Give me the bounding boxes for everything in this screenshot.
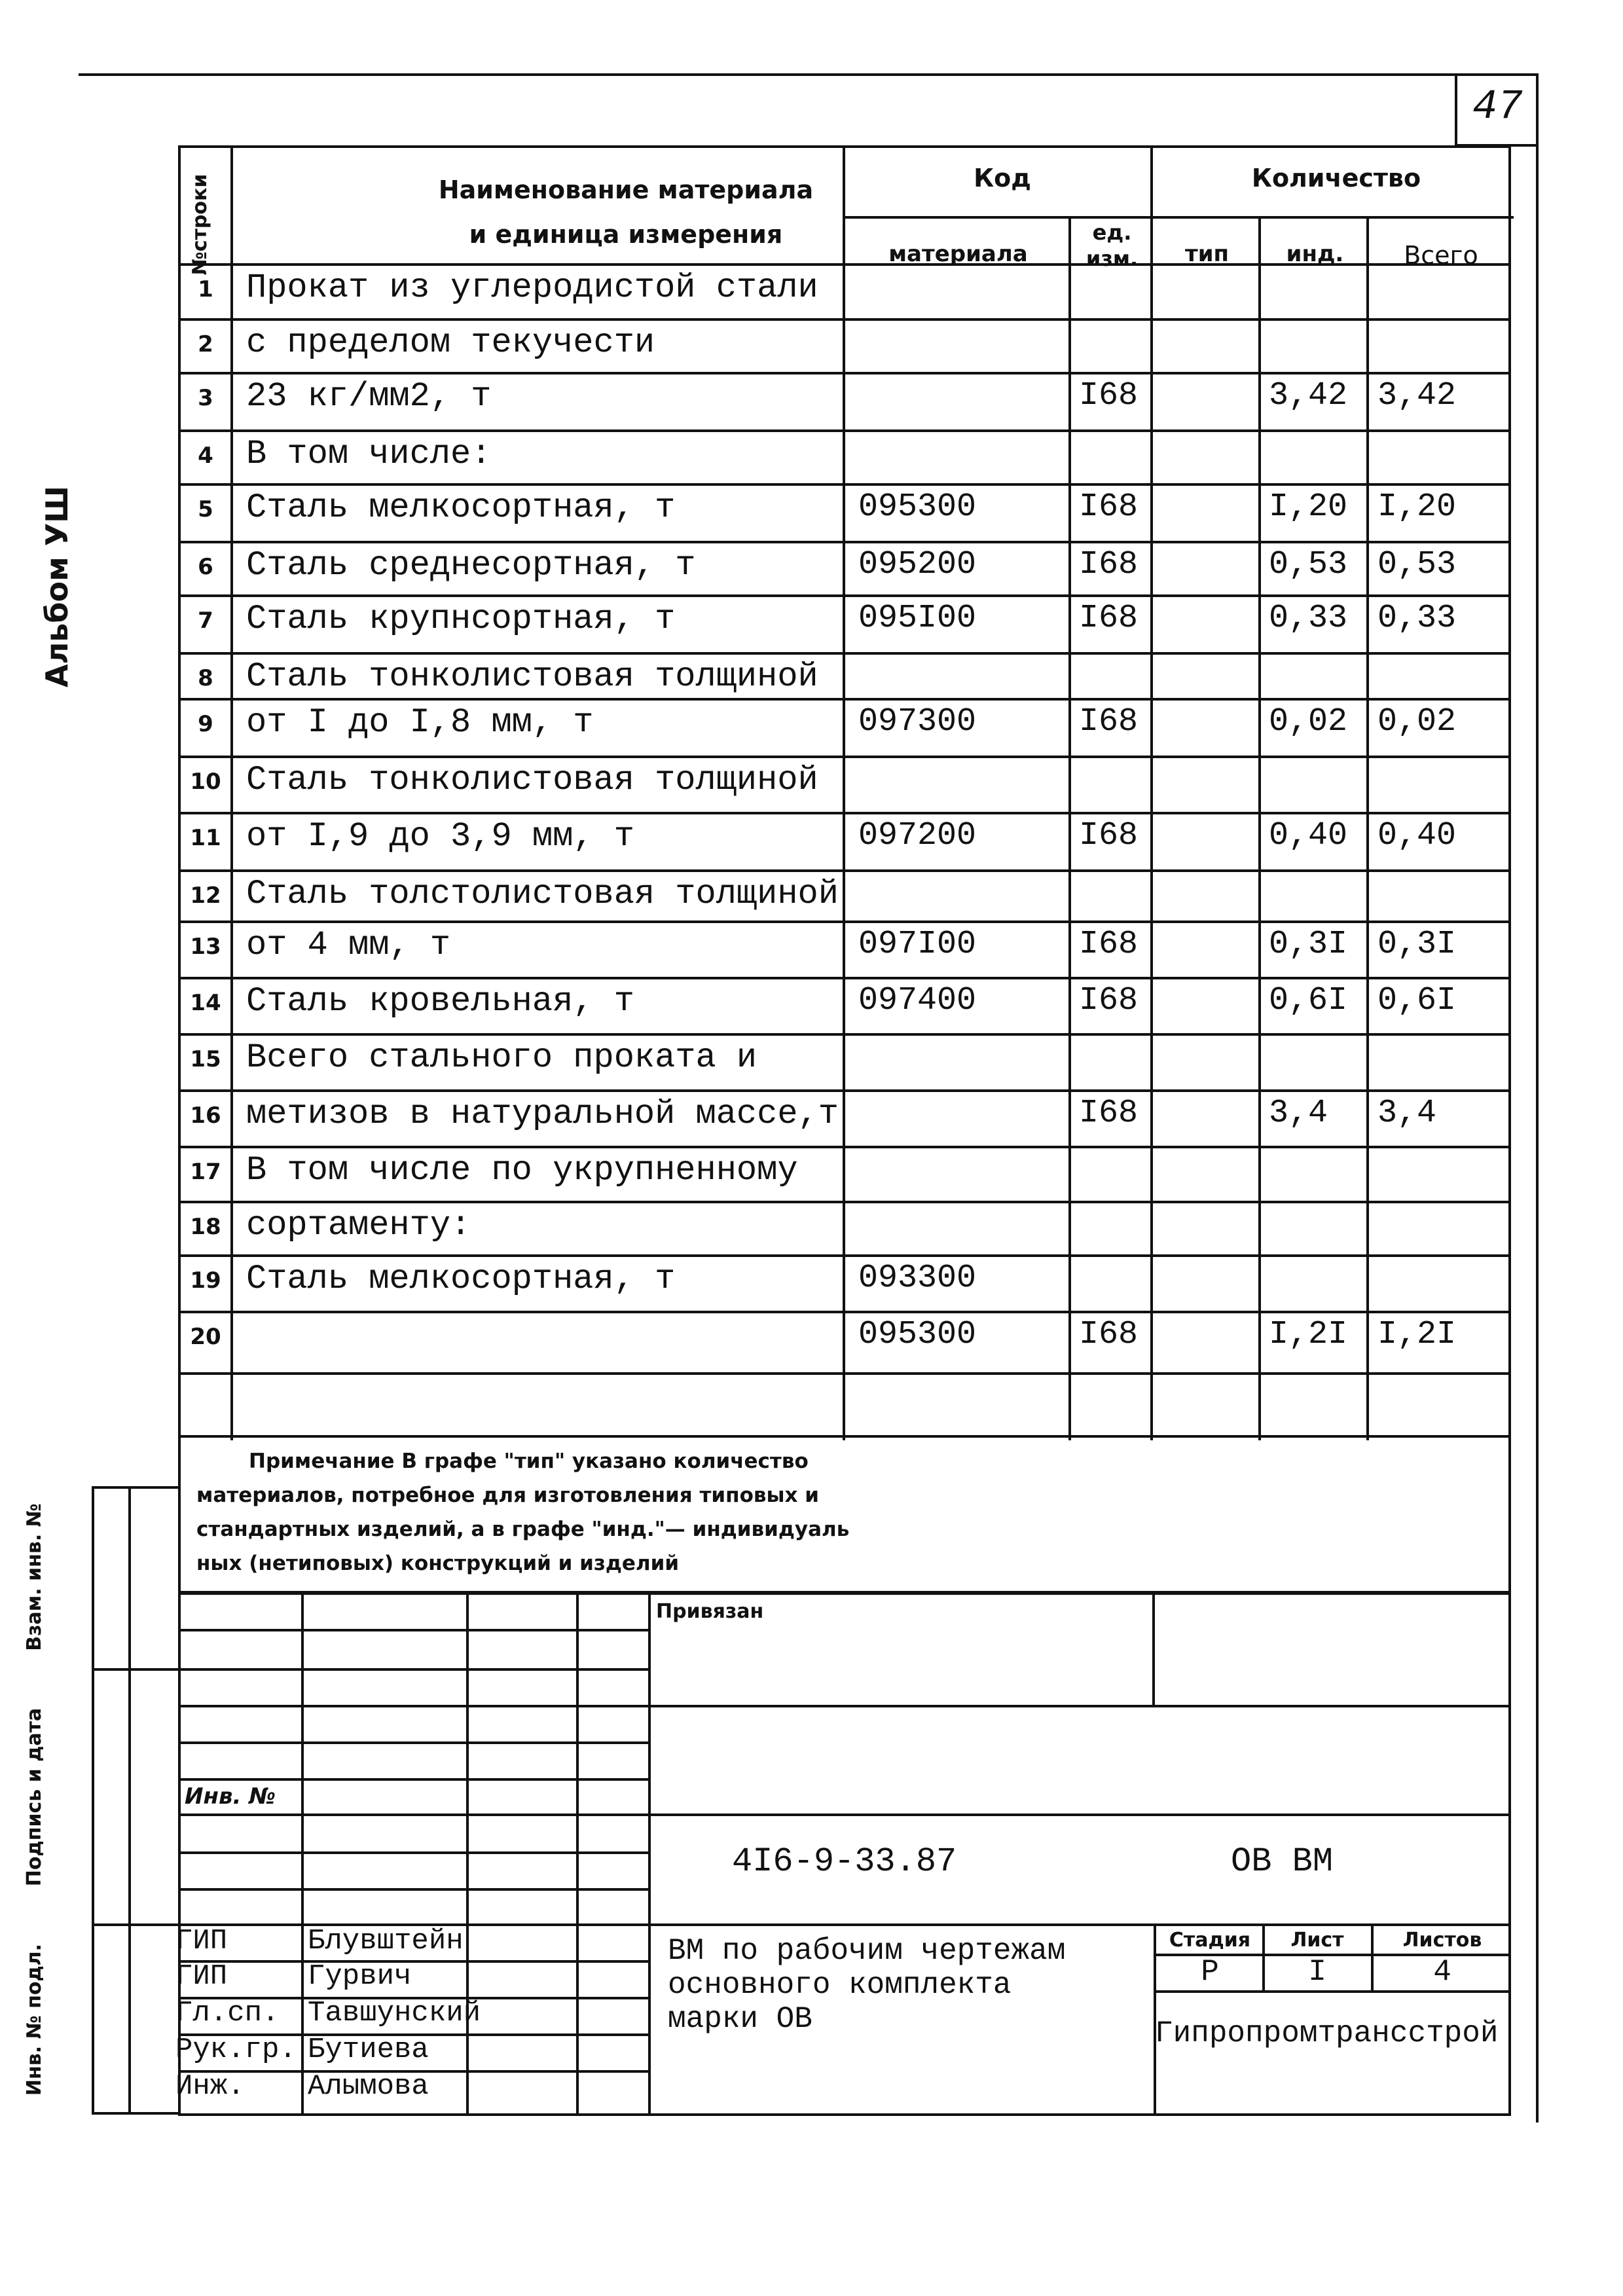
- stamp-col-3: [576, 1592, 579, 2116]
- signer-name: Бутиева: [308, 2033, 429, 2066]
- signer-name: Блувштейн: [308, 1925, 464, 1958]
- ind-quantity: I,20: [1269, 488, 1348, 526]
- stamp-stage-col-2: [1371, 1923, 1374, 1992]
- unit-code: I68: [1079, 1095, 1139, 1132]
- material-name: Сталь тонколистовая толщиной: [246, 657, 818, 696]
- note-line3: стандартных изделий, а в графе "инд."— индивидуаль: [196, 1518, 850, 1541]
- header-name-line2: и единица измерения: [469, 220, 783, 249]
- unit-code: I68: [1079, 982, 1139, 1019]
- materials-table: [178, 145, 1511, 1438]
- stamp-row-5: [178, 1778, 649, 1781]
- material-name: Сталь мелкосортная, т: [246, 1260, 676, 1298]
- ind-quantity: 0,53: [1269, 546, 1348, 583]
- row-number: 20: [190, 1324, 221, 1350]
- material-code: 095200: [858, 546, 977, 583]
- material-name: Всего стального проката и: [246, 1038, 757, 1077]
- stamp-col-2: [466, 1592, 469, 2116]
- row-number: 13: [190, 934, 221, 960]
- organization: Гипропромтрансстрой: [1155, 2016, 1499, 2050]
- column-line: [843, 148, 845, 1440]
- header-code: Код: [974, 164, 1031, 192]
- ind-quantity: 0,40: [1269, 817, 1348, 854]
- signer-role: Рук.гр.: [175, 2033, 297, 2066]
- margin-inner-line: [128, 1486, 131, 2115]
- row-number: 9: [198, 711, 213, 737]
- title-line2: основного комплекта: [668, 1968, 1012, 2002]
- material-name: В том числе:: [246, 435, 492, 473]
- row-number: 17: [190, 1159, 221, 1185]
- stamp-row-1: [178, 1629, 649, 1631]
- page-number: 47: [1472, 84, 1523, 131]
- row-number: 4: [198, 443, 213, 469]
- column-line: [1068, 216, 1071, 1440]
- material-name: метизов в натуральной массе,т: [246, 1095, 839, 1133]
- ind-quantity: 0,33: [1269, 600, 1348, 637]
- material-name: Сталь среднесортная, т: [246, 546, 696, 585]
- sheet-label: Лист: [1290, 1929, 1344, 1952]
- material-name: В том числе по укрупненному: [246, 1151, 798, 1190]
- note: [196, 1444, 1440, 1580]
- unit-code: I68: [1079, 546, 1139, 583]
- signer-name: Гурвич: [308, 1960, 412, 1993]
- row-number: 15: [190, 1046, 221, 1072]
- margin-stamp: [92, 1486, 181, 2115]
- row-number: 11: [190, 825, 221, 851]
- top-border: [79, 73, 1539, 76]
- ind-quantity: 0,02: [1269, 703, 1348, 740]
- ind-quantity: 0,3I: [1269, 926, 1348, 963]
- material-name: Сталь кровельная, т: [246, 982, 634, 1021]
- unit-code: I68: [1079, 488, 1139, 526]
- total-quantity: 0,6I: [1377, 982, 1457, 1019]
- signer-role: Инж.: [175, 2070, 245, 2103]
- total-quantity: 3,42: [1377, 377, 1457, 414]
- stamp-row-8: [178, 1888, 649, 1891]
- column-line: [1258, 216, 1261, 1440]
- ind-quantity: 3,42: [1269, 377, 1348, 414]
- margin-inv: Инв. № подл.: [23, 1943, 46, 2096]
- material-name: с пределом текучести: [246, 323, 655, 362]
- header-ind: инд.: [1286, 241, 1344, 267]
- column-line: [1366, 216, 1369, 1440]
- header-quantity: Количество: [1251, 164, 1421, 192]
- row-number: 7: [198, 608, 213, 634]
- row-number: 16: [190, 1102, 221, 1129]
- ind-quantity: I,2I: [1269, 1316, 1348, 1353]
- stamp-row-6: [178, 1813, 1511, 1816]
- total-quantity: 0,3I: [1377, 926, 1457, 963]
- unit-code: I68: [1079, 377, 1139, 414]
- unit-code: I68: [1079, 600, 1139, 637]
- stamp-privyazan-divider: [1152, 1592, 1155, 1705]
- column-line: [230, 148, 233, 1440]
- material-name: от I,9 до 3,9 мм, т: [246, 817, 634, 856]
- row-number: 1: [198, 276, 213, 302]
- stamp-stage-row-2: [1154, 1990, 1511, 1993]
- header-material: материала: [888, 241, 1028, 267]
- material-code: 093300: [858, 1260, 977, 1297]
- material-code: 097I00: [858, 926, 977, 963]
- margin-vzam: Взам. инв. №: [23, 1503, 46, 1651]
- unit-code: I68: [1079, 926, 1139, 963]
- header-subline: [845, 216, 1514, 219]
- doc-code: 4I6-9-33.87: [732, 1842, 957, 1881]
- note-line2: материалов, потребное для изготовления типовых и: [196, 1484, 820, 1507]
- unit-code: I68: [1079, 1316, 1139, 1353]
- row-number: 19: [190, 1267, 221, 1294]
- row-number: 5: [198, 496, 213, 522]
- sheets-label: Листов: [1402, 1929, 1482, 1952]
- material-name: сортаменту:: [246, 1206, 471, 1245]
- material-name: Сталь толстолистовая толщиной: [246, 875, 839, 913]
- total-quantity: I,20: [1377, 488, 1457, 526]
- privyazan-label: Привязан: [656, 1600, 764, 1623]
- margin-divider-2: [92, 1923, 181, 1926]
- title-line1: ВМ по рабочим чертежам: [668, 1934, 1066, 1968]
- material-code: 095300: [858, 488, 977, 526]
- signer-role: Гл.сп.: [175, 1997, 280, 2030]
- margin-podpis: Подпись и дата: [23, 1707, 46, 1887]
- signer-name: Тавшунский: [308, 1997, 481, 2030]
- material-name: Прокат из углеродистой стали: [246, 268, 818, 307]
- material-name: от I до I,8 мм, т: [246, 703, 594, 742]
- right-border: [1536, 73, 1539, 2123]
- title-line3: марки ОВ: [668, 2002, 812, 2036]
- row-number: 6: [198, 554, 213, 580]
- stamp-row-10: [178, 1960, 649, 1963]
- material-code: 095I00: [858, 600, 977, 637]
- total-quantity: 0,53: [1377, 546, 1457, 583]
- row-number: 8: [198, 665, 213, 691]
- material-name: от 4 мм, т: [246, 926, 451, 964]
- margin-divider-1: [92, 1668, 181, 1671]
- material-code: 097400: [858, 982, 977, 1019]
- stamp-row-4: [178, 1741, 649, 1744]
- total-quantity: 0,02: [1377, 703, 1457, 740]
- unit-code: I68: [1079, 703, 1139, 740]
- column-line: [1150, 148, 1153, 1440]
- total-quantity: 0,33: [1377, 600, 1457, 637]
- header-unit-line2: изм.: [1085, 246, 1139, 271]
- total-quantity: I,2I: [1377, 1316, 1457, 1353]
- signer-role: ГИП: [175, 1960, 228, 1993]
- material-name: Сталь мелкосортная, т: [246, 488, 676, 527]
- ind-quantity: 3,4: [1269, 1095, 1328, 1132]
- header-unit-line1: ед.: [1092, 220, 1132, 245]
- sheets-value: 4: [1433, 1955, 1451, 1989]
- total-quantity: 3,4: [1377, 1095, 1437, 1132]
- material-code: 097300: [858, 703, 977, 740]
- side-title: Альбом УШ: [39, 485, 75, 687]
- header-row-number: №строки: [189, 173, 211, 276]
- stage-value: Р: [1201, 1955, 1219, 1989]
- ind-quantity: 0,6I: [1269, 982, 1348, 1019]
- stamp-row-2: [178, 1668, 649, 1671]
- row-number: 2: [198, 331, 213, 357]
- row-number: 18: [190, 1214, 221, 1240]
- row-number: 3: [198, 385, 213, 411]
- material-name: 23 кг/мм2, т: [246, 377, 492, 416]
- stamp-row-3: [178, 1705, 1511, 1707]
- stage-label: Стадия: [1169, 1929, 1251, 1952]
- material-code: 095300: [858, 1316, 977, 1353]
- total-quantity: 0,40: [1377, 817, 1457, 854]
- doc-mark: ОВ ВМ: [1231, 1842, 1334, 1881]
- note-line4: ных (нетиповых) конструкций и изделий: [196, 1552, 680, 1575]
- row-number: 10: [190, 769, 221, 795]
- sheet-value: I: [1308, 1955, 1326, 1989]
- material-name: Сталь тонколистовая толщиной: [246, 761, 818, 799]
- stamp-stage-col-1: [1262, 1923, 1265, 1992]
- row-number: 12: [190, 883, 221, 909]
- header-type: тип: [1184, 241, 1230, 267]
- stamp-row-7: [178, 1851, 649, 1854]
- signer-name: Алымова: [308, 2070, 429, 2103]
- inv-no-label: Инв. №: [185, 1783, 276, 1810]
- material-name: Сталь крупнсортная, т: [246, 600, 676, 638]
- stamp-col-4: [648, 1592, 651, 2116]
- row-number: 14: [190, 990, 221, 1016]
- header-name-line1: Наименование материала: [438, 175, 814, 204]
- material-code: 097200: [858, 817, 977, 854]
- stamp-col-1: [301, 1592, 304, 2116]
- header-total: Всего: [1404, 241, 1478, 270]
- signer-role: ГИП: [175, 1925, 228, 1958]
- unit-code: I68: [1079, 817, 1139, 854]
- note-line1: Примечание В графе "тип" указано количество: [249, 1449, 809, 1473]
